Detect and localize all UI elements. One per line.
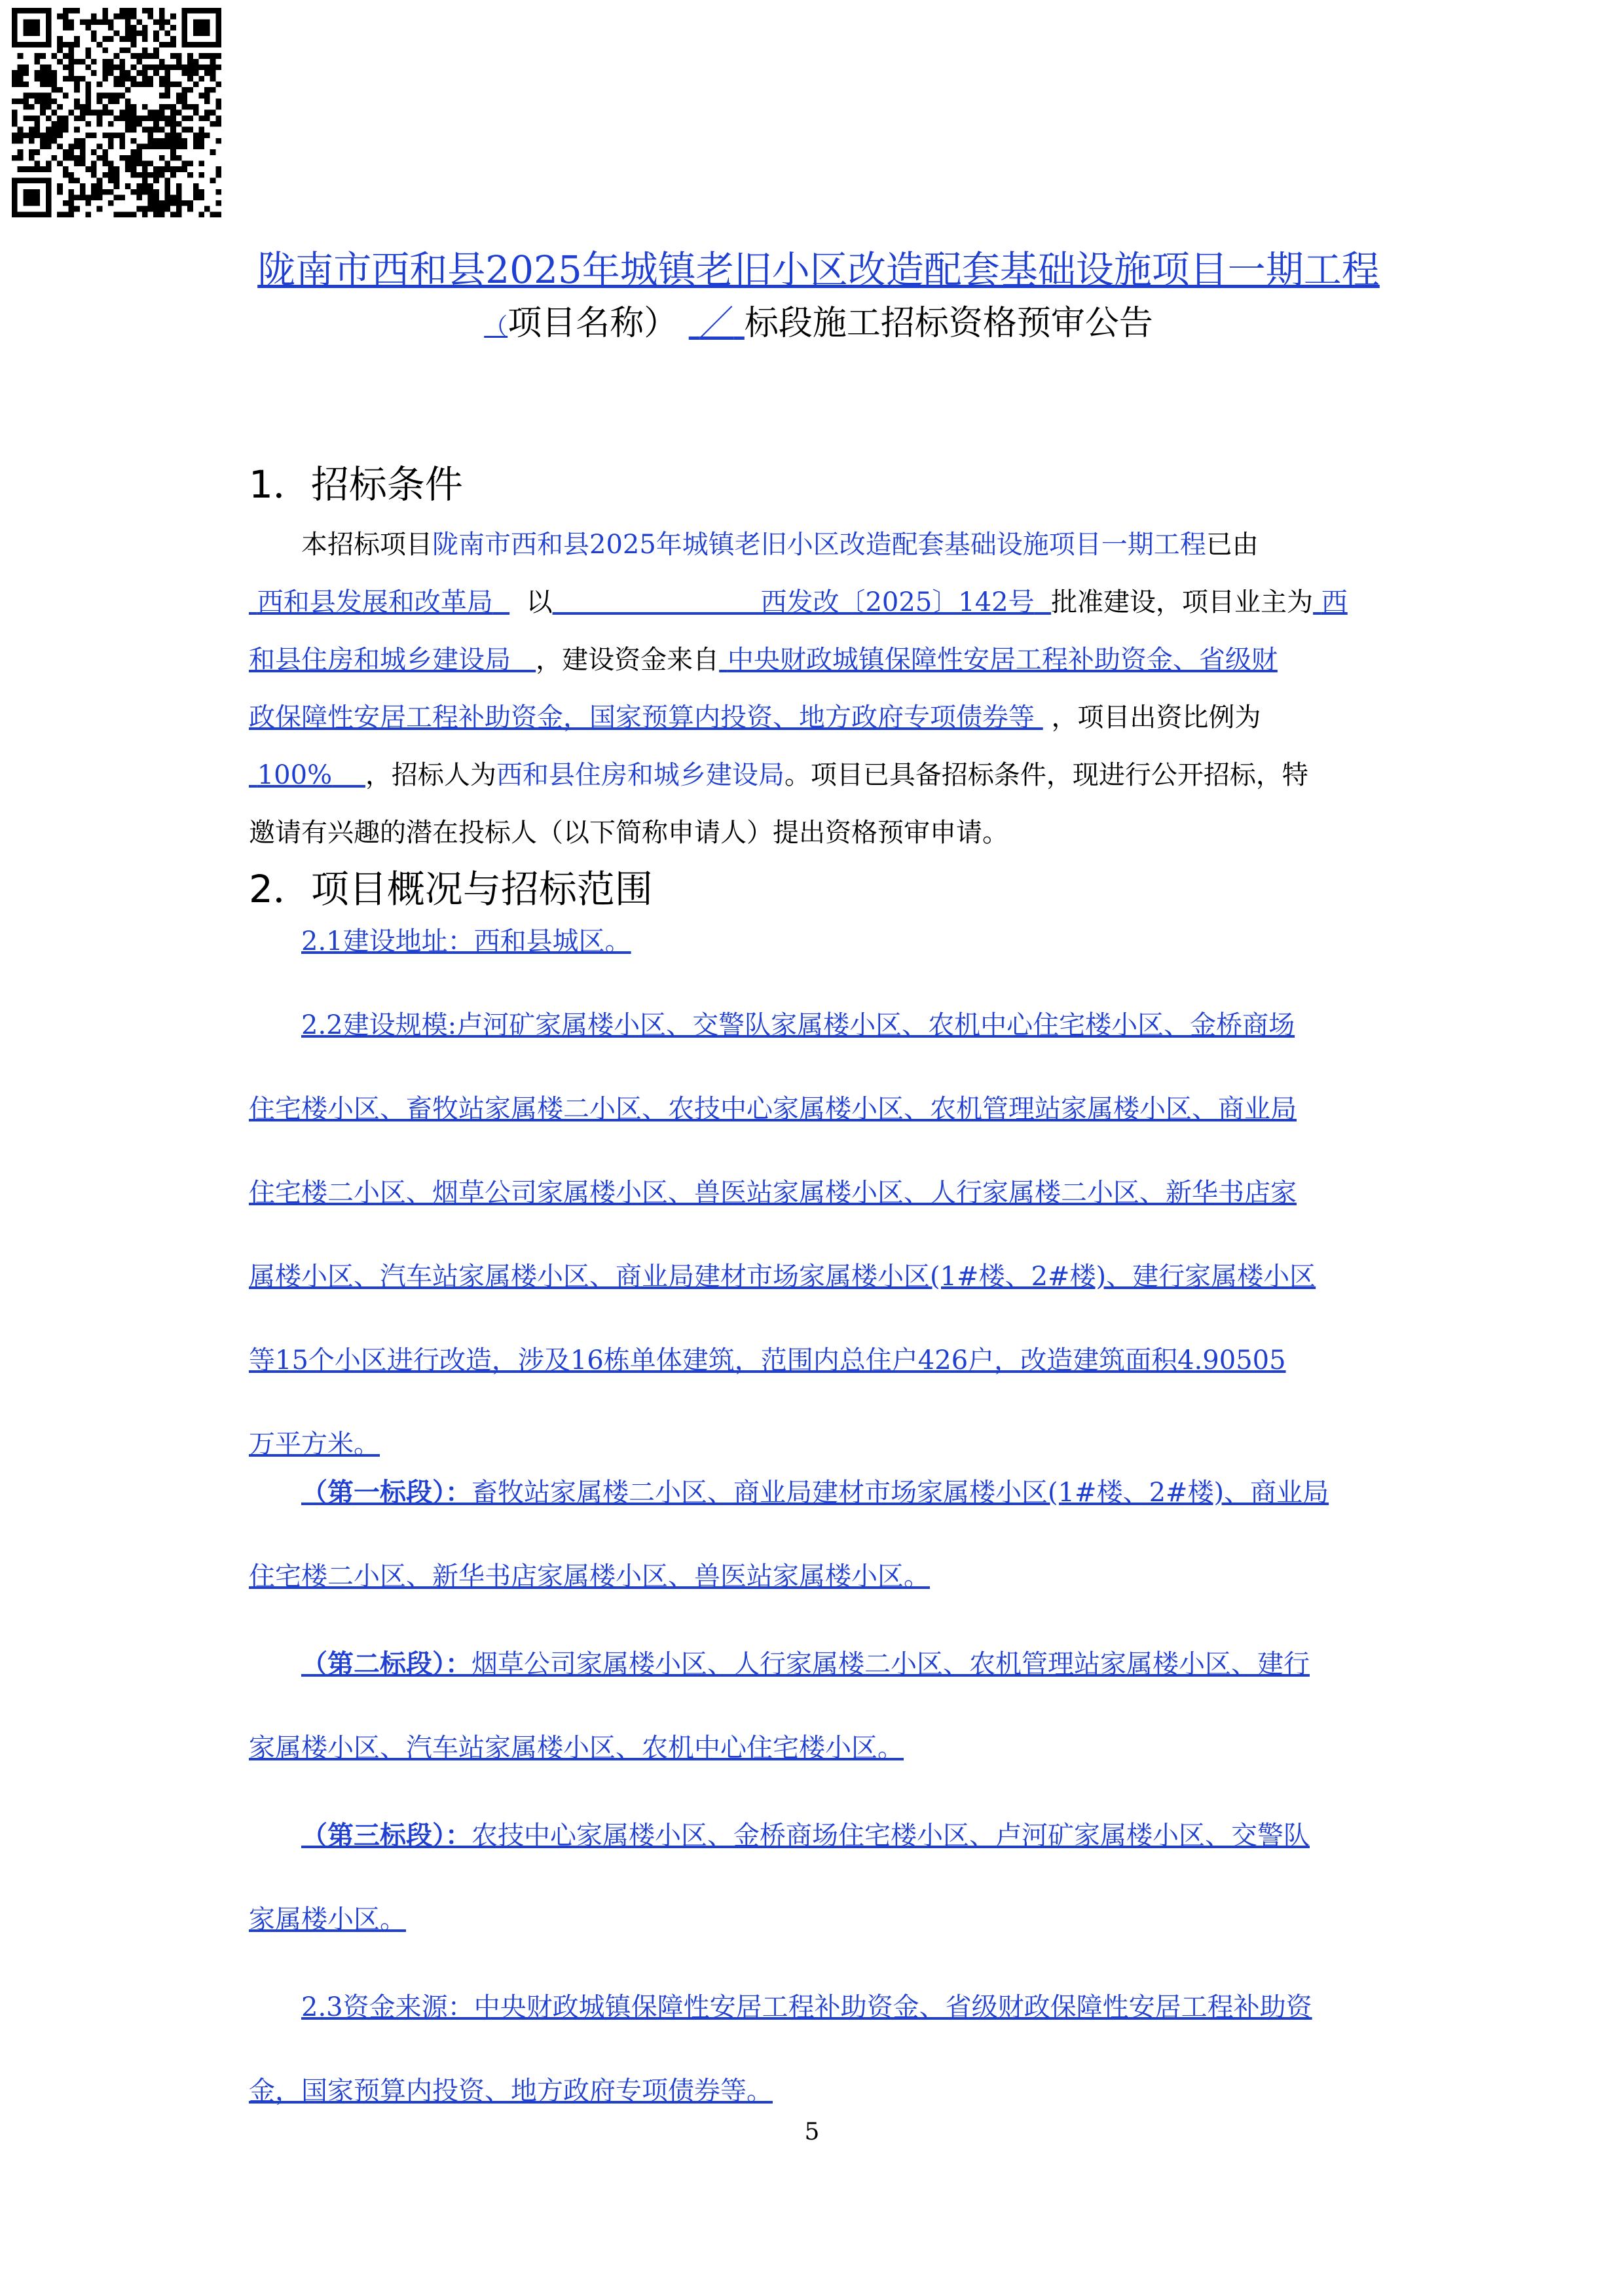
item-2-2-line: 2.2建设规模:卢河矿家属楼小区、交警队家属楼小区、农机中心住宅楼小区、金桥商场: [301, 1010, 1295, 1040]
s1-line-1: 本招标项目陇南市西和县2025年城镇老旧小区改造配套基础设施项目一期工程已由: [301, 530, 1259, 560]
section1-heading: 1．招标条件: [249, 462, 463, 507]
title-lot-slash: ／: [699, 304, 734, 343]
s1-line-2: 西和县发展和改革局 以 西发改〔2025〕142号 批准建设，项目业主为 西: [257, 587, 1348, 617]
lot-3: （第三标段）：农技中心家属楼小区、金桥商场住宅楼小区、卢河矿家属楼小区、交警队 家属楼小区。: [249, 1820, 1310, 1935]
item-2-1: 2.1建设地址：西和县城区。: [301, 926, 631, 957]
lot-2: （第二标段）：烟草公司家属楼小区、人行家属楼二小区、农机管理站家属楼小区、建行 家属楼小区、汽车站家属楼小区、农机中心住宅楼小区。: [249, 1649, 1310, 1763]
lot-1: （第一标段）：畜牧站家属楼二小区、商业局建材市场家属楼小区(1#楼、2#楼)、商业局 住宅楼二小区、新华书店家属楼小区、兽医站家属楼小区。: [249, 1477, 1329, 1592]
item-2-2: [249, 983, 1388, 1486]
title-open-paren: （: [484, 314, 508, 340]
document-title: 陇南市西和县2025年城镇老旧小区改造配套基础设施项目一期工程: [257, 247, 1380, 292]
qr-code-icon: [12, 8, 221, 217]
title-suffix: 标段施工招标资格预审公告: [744, 304, 1153, 343]
lot-2-label: （第二标段）：: [301, 1649, 471, 1679]
s1-line-4: 政保障性安居工程补助资金，国家预算内投资、地方政府专项债券等 ，项目出资比例为: [249, 702, 1261, 733]
item-2-2-line: 住宅楼二小区、烟草公司家属楼小区、兽医站家属楼小区、人行家属楼二小区、新华书店家: [249, 1178, 1297, 1208]
s1-line-6: 邀请有兴趣的潜在投标人（以下简称申请人）提出资格预审申请。: [249, 818, 1008, 848]
item-2-2-line: 万平方米。: [249, 1429, 380, 1459]
item-2-3: 2.3资金来源：中央财政城镇保障性安居工程补助资金、省级财政保障性安居工程补助资 金，国家预算内投资、地方政府专项债券等。: [249, 1992, 1312, 2106]
section1-body: [249, 516, 1388, 862]
lot-1-label: （第一标段）：: [301, 1477, 471, 1508]
item-2-2-line: 住宅楼小区、畜牧站家属楼二小区、农技中心家属楼小区、农机管理站家属楼小区、商业局: [249, 1094, 1297, 1124]
title-project-name-label: 项目名称）: [507, 304, 678, 343]
page-number: 5: [804, 2119, 820, 2145]
section2-heading: 2．项目概况与招标范围: [249, 867, 653, 911]
item-2-2-line: 等15个小区进行改造，涉及16栋单体建筑，范围内总住户426户，改造建筑面积4.90505: [249, 1345, 1286, 1376]
s1-line-5: 100% ，招标人为西和县住房和城乡建设局。项目已具备招标条件，现进行公开招标，特: [257, 760, 1308, 790]
lot-3-label: （第三标段）：: [301, 1820, 471, 1851]
item-2-2-line: 属楼小区、汽车站家属楼小区、商业局建材市场家属楼小区(1#楼、2#楼)、建行家属楼小区: [249, 1262, 1316, 1292]
s1-line-3: 和县住房和城乡建设局 ，建设资金来自 中央财政城镇保障性安居工程补助资金、省级财: [249, 645, 1278, 675]
document-subtitle: [249, 300, 1388, 351]
